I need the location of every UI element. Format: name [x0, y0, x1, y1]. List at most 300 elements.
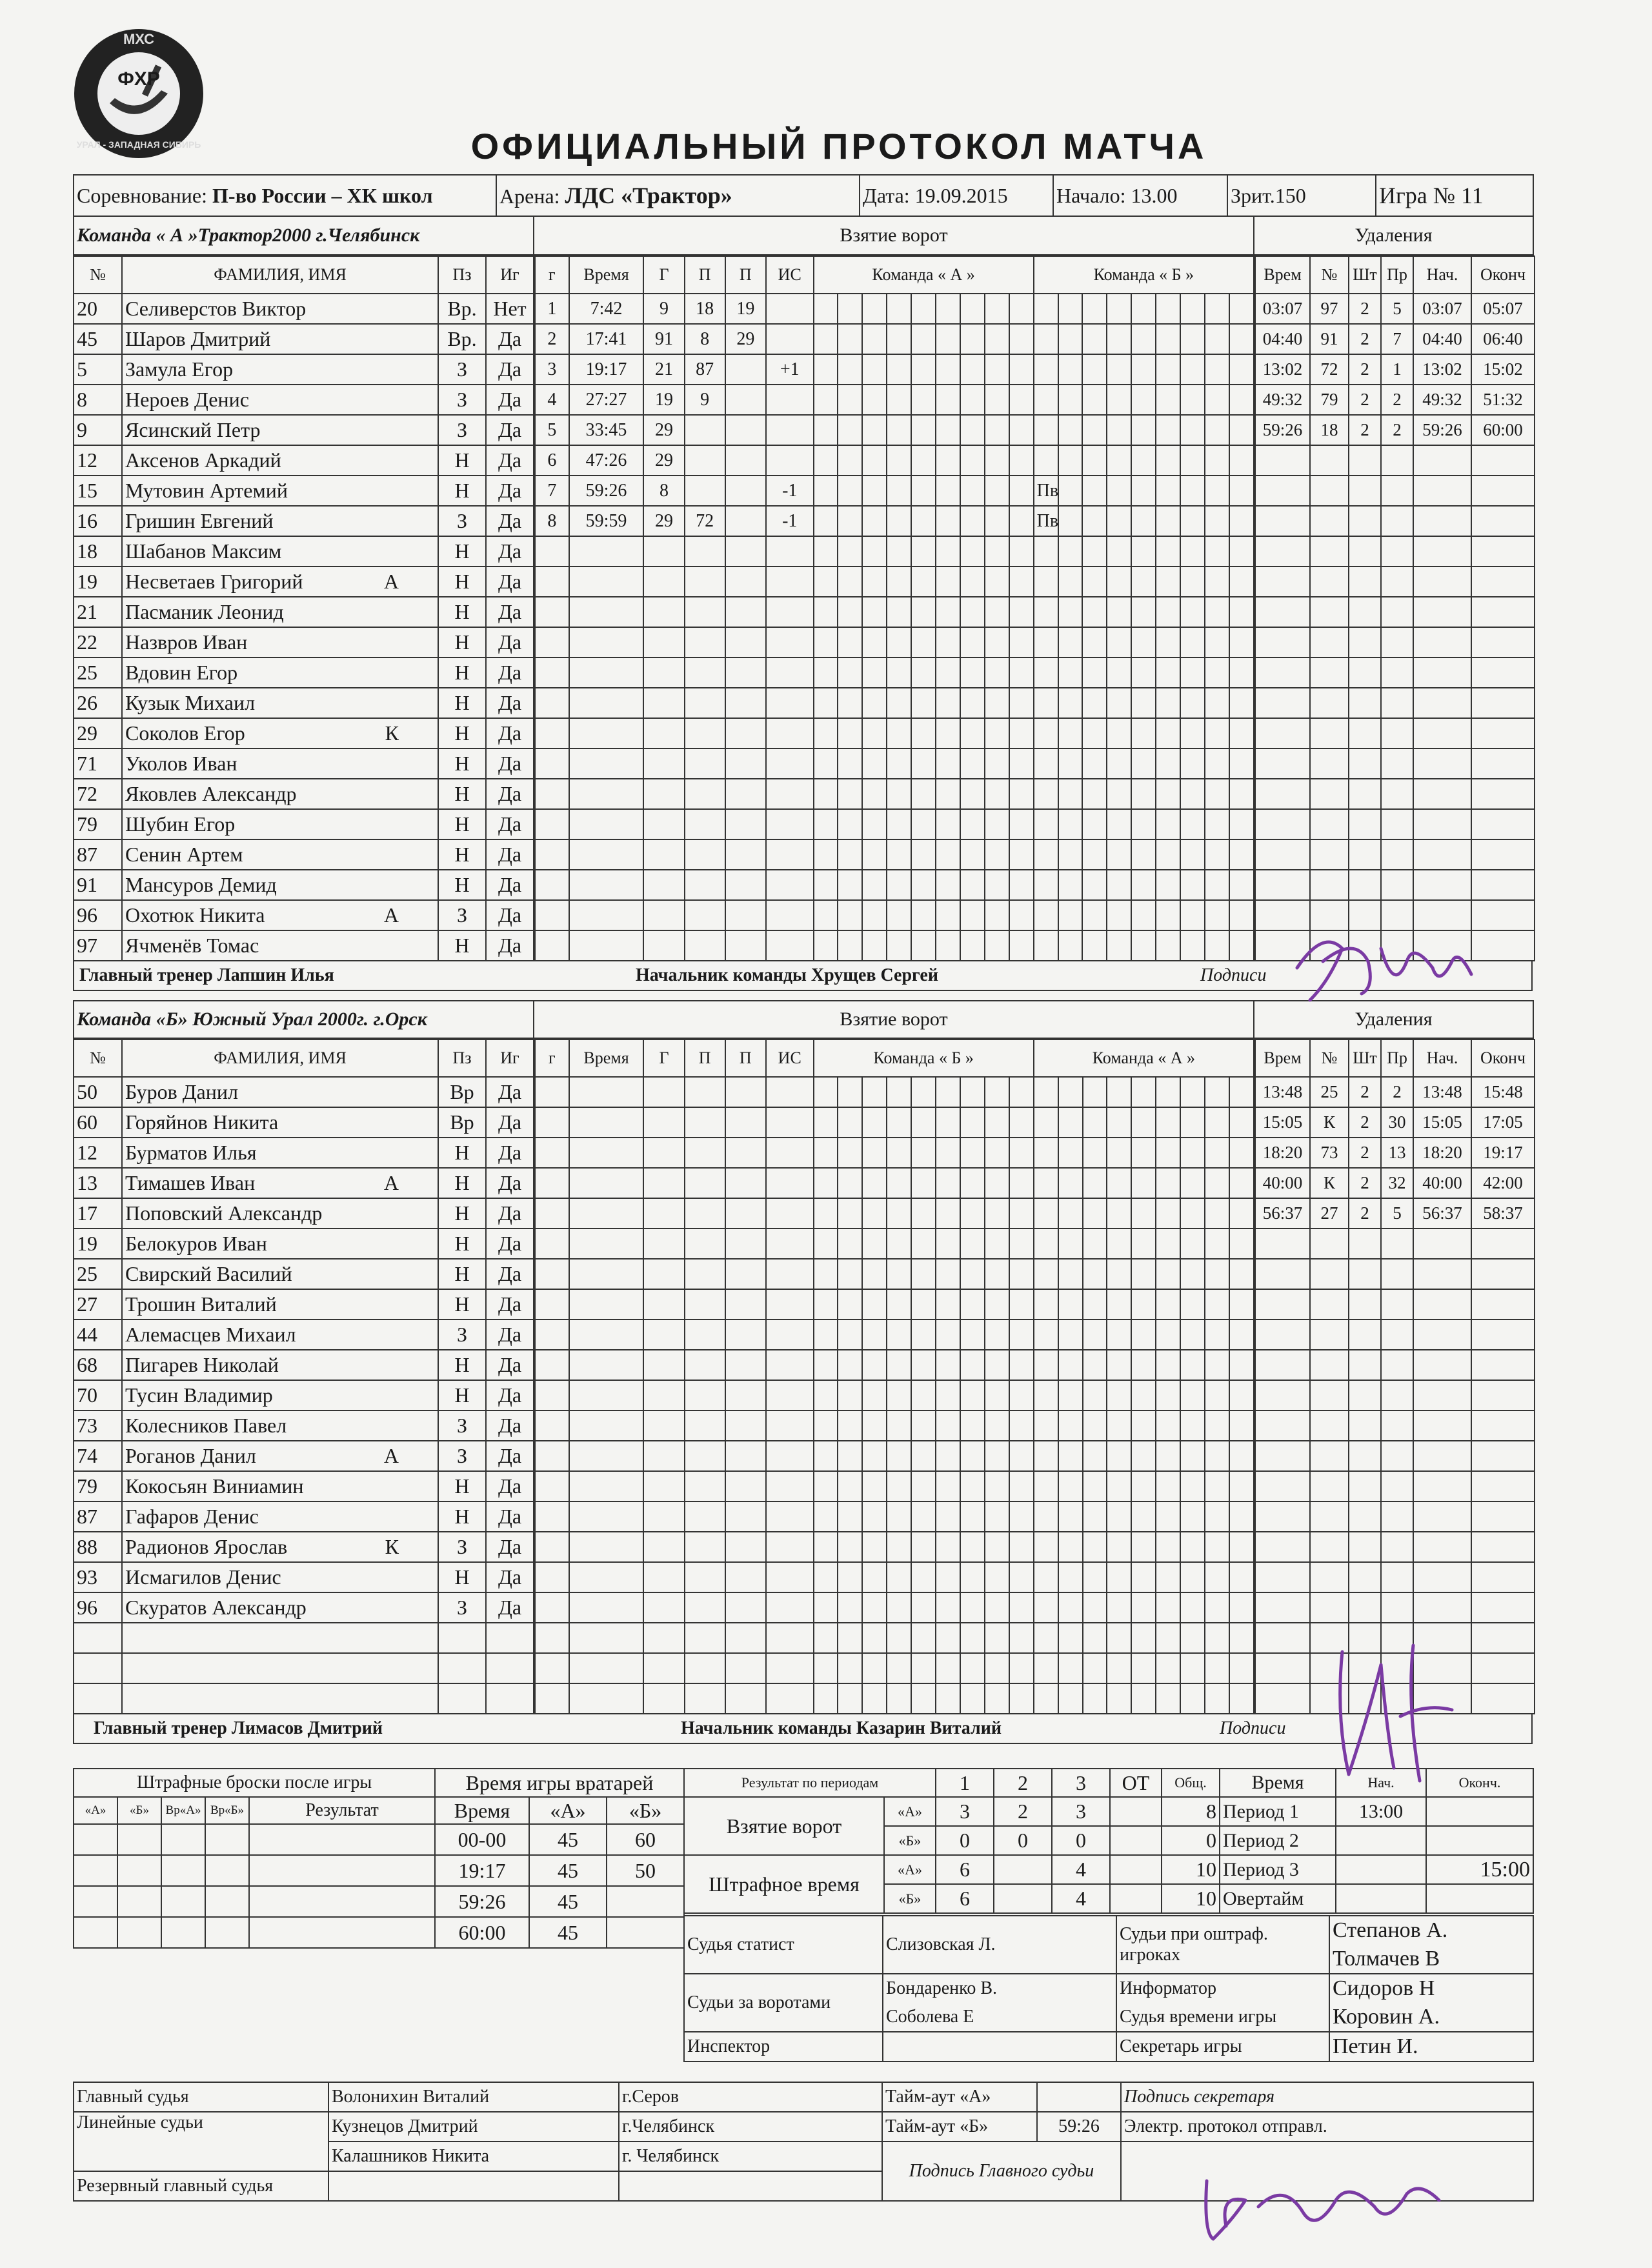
grid-cell: [911, 1471, 936, 1501]
grid-cell: [1205, 1198, 1229, 1229]
penalty-code: [1381, 779, 1413, 809]
player-position: З: [438, 1320, 486, 1350]
penalty-row: [1255, 1289, 1535, 1320]
player-played: Да: [486, 536, 534, 567]
goal-number: 2: [535, 324, 569, 354]
empty-cell: [74, 1623, 122, 1653]
grid-cell: [1205, 1623, 1229, 1653]
grid-cell: [1205, 476, 1229, 506]
player-number: 27: [74, 1289, 122, 1320]
goal-ic: +1: [766, 354, 814, 385]
grid-cell: [838, 1562, 862, 1592]
grid-cell: [1107, 1653, 1131, 1683]
penalty-time: [1255, 567, 1310, 597]
grid-cell: [1009, 536, 1034, 567]
grid-cell: [862, 1532, 887, 1562]
game-time-judge: Коровин А.: [1333, 2005, 1440, 2029]
penalty-code: [1381, 1320, 1413, 1350]
grid-cell: [1205, 1683, 1229, 1714]
penalty-time: [1255, 506, 1310, 536]
page-title: ОФИЦИАЛЬНЫЙ ПРОТОКОЛ МАТЧА: [470, 126, 1207, 166]
grid-cell: [1180, 1198, 1205, 1229]
player-played: Да: [486, 1198, 534, 1229]
player-position: Н: [438, 1471, 486, 1501]
grid-cell: [862, 324, 887, 354]
player-position: Н: [438, 1501, 486, 1532]
period-cell: [1110, 1855, 1162, 1884]
player-name: Свирский Василий: [125, 1262, 292, 1285]
player-row: [74, 506, 534, 536]
penalty-time: 04:40: [1255, 324, 1310, 354]
goal-type: [1034, 354, 1058, 385]
penalty-start: [1413, 1532, 1471, 1562]
grid-cell: [1205, 597, 1229, 627]
goal-row: [535, 1229, 1254, 1259]
grid-cell: [887, 1592, 911, 1623]
grid-cell: [1156, 1168, 1180, 1198]
grid-cell: [1180, 1289, 1205, 1320]
goal-ic: [766, 1259, 814, 1289]
penalty-minutes: [1349, 1380, 1381, 1410]
grid-cell: [960, 1077, 985, 1107]
grid-cell: [936, 657, 960, 688]
goal-assist-2: [725, 1350, 766, 1380]
grid-cell: [814, 809, 838, 839]
grid-cell: [862, 1077, 887, 1107]
goal-type: [1034, 1229, 1058, 1259]
grid-cell: [1009, 476, 1034, 506]
stat-judge: Слизовская Л.: [883, 1916, 1116, 1974]
player-number: 87: [74, 839, 122, 870]
grid-cell: [1131, 1380, 1156, 1410]
player-played: Да: [486, 839, 534, 870]
col-pen-time: Врем: [1255, 256, 1310, 294]
player-position: Н: [438, 779, 486, 809]
penalty-time: [1255, 870, 1310, 900]
player-played: Да: [486, 627, 534, 657]
penalty-player: [1310, 536, 1349, 567]
player-number: 29: [74, 718, 122, 748]
grid-cell: [1058, 567, 1083, 597]
grid-cell: [862, 839, 887, 870]
grid-cell: [1156, 1198, 1180, 1229]
col-pen-min: Шт: [1349, 256, 1381, 294]
penalty-code: [1381, 718, 1413, 748]
penalty-start: [1413, 1592, 1471, 1623]
goal-time: [569, 1653, 644, 1683]
grid-cell: [960, 1138, 985, 1168]
goal-row: [535, 627, 1254, 657]
grid-cell: [1205, 385, 1229, 415]
gk-row: 59:26: [435, 1886, 529, 1917]
goal-assist-2: [725, 597, 766, 627]
grid-cell: [936, 1471, 960, 1501]
grid-cell: [936, 748, 960, 779]
goal-row: [535, 536, 1254, 567]
grid-cell: [887, 385, 911, 415]
empty-cell: [74, 1653, 122, 1683]
player-row: [74, 688, 534, 718]
col-pen-start: Нач.: [1413, 256, 1471, 294]
grid-cell: [1058, 354, 1083, 385]
grid-cell: [911, 1138, 936, 1168]
grid-cell: [985, 567, 1009, 597]
player-number: 96: [74, 900, 122, 930]
period-cell: 4: [1052, 1884, 1110, 1913]
player-played: Да: [486, 1501, 534, 1532]
penalty-row: [1255, 1501, 1535, 1532]
grid-cell: [960, 930, 985, 961]
grid-cell: [1156, 627, 1180, 657]
grid-cell: [1082, 506, 1107, 536]
goal-assist-1: [685, 1592, 725, 1623]
gk-cell: 60: [607, 1824, 684, 1855]
grid-cell: [1058, 1320, 1083, 1350]
penalty-end: [1471, 930, 1535, 961]
grid-cell: [936, 1198, 960, 1229]
grid-cell: [1229, 1320, 1254, 1350]
goal-row: [535, 900, 1254, 930]
grid-cell: [1058, 1653, 1083, 1683]
goal-type: [1034, 1501, 1058, 1532]
grid-cell: [887, 809, 911, 839]
penalty-time: [1255, 748, 1310, 779]
grid-cell: [1180, 1107, 1205, 1138]
penalty-time: 40:00: [1255, 1168, 1310, 1198]
player-number: 68: [74, 1350, 122, 1380]
grid-cell: [936, 1168, 960, 1198]
grid-cell: [1131, 627, 1156, 657]
penalty-row: [1255, 324, 1535, 354]
player-number: 79: [74, 1471, 122, 1501]
grid-cell: [1083, 1168, 1107, 1198]
goal-assist-2: [725, 839, 766, 870]
grid-cell: [862, 1107, 887, 1138]
goal-time: [569, 930, 644, 961]
goal-assist-2: [725, 1168, 766, 1198]
penalty-start: 15:05: [1413, 1107, 1471, 1138]
team-b-signature-label: Подписи: [1220, 1718, 1286, 1738]
grid-cell: [1229, 1592, 1254, 1623]
goal-time: [569, 627, 644, 657]
grid-cell: [960, 1471, 985, 1501]
grid-cell: [814, 1562, 838, 1592]
col-team-a: Команда « А »: [814, 256, 1034, 294]
grid-cell: [1229, 1077, 1254, 1107]
grid-cell: [985, 294, 1009, 324]
grid-cell: [814, 1229, 838, 1259]
goal-time: [569, 657, 644, 688]
goal-assist-1: [685, 1320, 725, 1350]
player-played: Да: [486, 1441, 534, 1471]
grid-cell: [936, 1229, 960, 1259]
grid-cell: [1156, 1410, 1180, 1441]
penalty-start: [1413, 839, 1471, 870]
penalty-start: 13:02: [1413, 354, 1471, 385]
grid-cell: [1229, 1501, 1254, 1532]
period-label: Период 1: [1220, 1797, 1336, 1826]
grid-cell: [1009, 627, 1034, 657]
grid-cell: [936, 1623, 960, 1653]
goal-scorer: [643, 1623, 684, 1653]
goal-scorer: [643, 839, 684, 870]
grid-cell: [887, 1320, 911, 1350]
penalty-time: [1255, 1683, 1310, 1714]
grid-cell: [1058, 627, 1083, 657]
player-position: Вр.: [438, 324, 486, 354]
grid-cell: [887, 1168, 911, 1198]
grid-cell: [1156, 385, 1180, 415]
grid-cell: [1180, 870, 1205, 900]
penalty-player: [1310, 870, 1349, 900]
player-row: [74, 567, 534, 597]
goal-type: [1034, 597, 1058, 627]
grid-cell: [1058, 1623, 1083, 1653]
player-played: Да: [486, 1259, 534, 1289]
penalty-start: [1413, 1289, 1471, 1320]
grid-cell: [838, 476, 862, 506]
grid-cell: [814, 1683, 838, 1714]
empty-cell: [486, 1653, 534, 1683]
player-row: [74, 930, 534, 961]
player-played: Да: [486, 1410, 534, 1441]
penalty-row: [1255, 1350, 1535, 1380]
goal-scorer: [643, 1653, 684, 1683]
player-name-cell: [122, 627, 438, 657]
col-pos: Пз: [438, 256, 486, 294]
grid-cell: [1205, 1289, 1229, 1320]
grid-cell: [814, 1168, 838, 1198]
goal-number: [535, 1077, 569, 1107]
player-row: [74, 748, 534, 779]
goal-type: [1034, 870, 1058, 900]
grid-cell: [1180, 1350, 1205, 1380]
grid-cell: [1058, 718, 1083, 748]
player-name-cell: [122, 809, 438, 839]
grid-cell: [1009, 1471, 1034, 1501]
grid-cell: [985, 1107, 1009, 1138]
secretary-signature-label: Подпись секретаря: [1121, 2082, 1533, 2112]
grid-cell: [1180, 1653, 1205, 1683]
grid-cell: [1107, 415, 1131, 445]
grid-cell: [1083, 1653, 1107, 1683]
penalty-end: [1471, 1320, 1535, 1350]
grid-cell: [936, 1562, 960, 1592]
goal-ic: [766, 1471, 814, 1501]
grid-cell: [1107, 839, 1131, 870]
col-played: Иг: [486, 1039, 534, 1077]
grid-cell: [1009, 1562, 1034, 1592]
penalty-time: [1255, 839, 1310, 870]
grid-cell: [814, 1259, 838, 1289]
goal-ic: [766, 1501, 814, 1532]
grid-cell: [1058, 870, 1083, 900]
grid-cell: [960, 1653, 985, 1683]
goal-assist-2: [725, 870, 766, 900]
penalty-time: [1255, 809, 1310, 839]
player-played: Да: [486, 1471, 534, 1501]
col-goal-time: Время: [569, 1039, 644, 1077]
goal-assist-1: [685, 1198, 725, 1229]
penalty-code: 13: [1381, 1138, 1413, 1168]
grid-cell: [1180, 779, 1205, 809]
grid-cell: [1107, 1077, 1131, 1107]
goal-time: [569, 718, 644, 748]
grid-cell: [887, 445, 911, 476]
penalty-minutes: [1349, 1501, 1381, 1532]
penalty-start: [1413, 1562, 1471, 1592]
shootout-col-gk-b: Вр«Б»: [205, 1797, 249, 1824]
player-row: [74, 1532, 534, 1562]
player-row: [74, 870, 534, 900]
grid-cell: [1107, 536, 1131, 567]
penalty-end: [1471, 657, 1535, 688]
goal-time: [569, 900, 644, 930]
grid-cell: [1229, 1380, 1254, 1410]
goal-scorer: [643, 1168, 684, 1198]
grid-cell: [1058, 839, 1083, 870]
grid-cell: [1058, 688, 1083, 718]
grid-cell: [1180, 445, 1205, 476]
penalty-code: [1381, 567, 1413, 597]
grid-cell: [1009, 900, 1034, 930]
grid-cell: [985, 809, 1009, 839]
goal-type: [1034, 385, 1058, 415]
grid-cell: [1009, 506, 1034, 536]
goal-time: [569, 839, 644, 870]
player-number: 21: [74, 597, 122, 627]
player-name: Яковлев Александр: [125, 782, 297, 805]
goal-type: [1034, 1198, 1058, 1229]
grid-cell: [1058, 1592, 1083, 1623]
penalty-minutes: 2: [1349, 1168, 1381, 1198]
grid-cell: [960, 1623, 985, 1653]
goal-scorer: [643, 1198, 684, 1229]
player-name: Колесников Павел: [125, 1414, 287, 1437]
grid-cell: [814, 415, 838, 445]
grid-cell: [1180, 536, 1205, 567]
goal-number: [535, 1501, 569, 1532]
penalty-time: [1255, 1410, 1310, 1441]
goal-number: [535, 1229, 569, 1259]
player-number: 44: [74, 1320, 122, 1350]
player-row: [74, 1320, 534, 1350]
penalty-code: 2: [1381, 415, 1413, 445]
player-played: Да: [486, 1289, 534, 1320]
grid-cell: [1083, 1471, 1107, 1501]
grid-cell: [1107, 1562, 1131, 1592]
penalty-end: [1471, 536, 1535, 567]
penalty-time: 18:20: [1255, 1138, 1310, 1168]
penalty-player: [1310, 657, 1349, 688]
penalty-minutes: [1349, 1441, 1381, 1471]
goal-ic: [766, 930, 814, 961]
grid-cell: [1107, 567, 1131, 597]
grid-cell: [1058, 1441, 1083, 1471]
grid-cell: [985, 1471, 1009, 1501]
grid-cell: [887, 839, 911, 870]
goal-assist-1: [685, 1441, 725, 1471]
goal-row: [535, 1380, 1254, 1410]
goal-time: [569, 1410, 644, 1441]
grid-cell: [1009, 415, 1034, 445]
period-cell: 3: [936, 1797, 994, 1826]
goal-scorer: [643, 597, 684, 627]
grid-cell: [1156, 839, 1180, 870]
player-row: [74, 1592, 534, 1623]
goal-number: [535, 930, 569, 961]
penalty-time: [1255, 1259, 1310, 1289]
goal-type: [1034, 1320, 1058, 1350]
goal-scorer: [643, 1077, 684, 1107]
penalty-minutes: [1349, 1410, 1381, 1441]
player-number: 15: [74, 476, 122, 506]
player-number: 45: [74, 324, 122, 354]
penalty-end: [1471, 1229, 1535, 1259]
grid-cell: [985, 1623, 1009, 1653]
grid-cell: [1205, 1532, 1229, 1562]
player-name: Скуратов Александр: [125, 1596, 307, 1619]
player-position: Н: [438, 536, 486, 567]
goal-row: [535, 779, 1254, 809]
player-number: 17: [74, 1198, 122, 1229]
grid-cell: [960, 1168, 985, 1198]
grid-cell: [1058, 1198, 1083, 1229]
grid-cell: [1229, 1350, 1254, 1380]
player-row: [74, 294, 534, 324]
goal-assist-1: [685, 1532, 725, 1562]
grid-cell: [1009, 1138, 1034, 1168]
penalty-minutes: 2: [1349, 294, 1381, 324]
goal-assist-2: [725, 1592, 766, 1623]
grid-cell: [911, 1077, 936, 1107]
grid-cell: [1009, 718, 1034, 748]
goal-type: [1034, 324, 1058, 354]
goal-time: 7:42: [569, 294, 644, 324]
period-col: 3: [1052, 1769, 1110, 1797]
match-date: Дата: 19.09.2015: [860, 175, 1053, 216]
grid-cell: [911, 627, 936, 657]
period-cell: 0: [1052, 1826, 1110, 1855]
grid-cell: [887, 476, 911, 506]
player-name-cell: [122, 1380, 438, 1410]
grid-cell: [985, 476, 1009, 506]
penalty-row: [1255, 779, 1535, 809]
grid-cell: [1156, 506, 1180, 536]
grid-cell: [911, 567, 936, 597]
grid-cell: [985, 1562, 1009, 1592]
penalty-time: 59:26: [1255, 415, 1310, 445]
goal-time: [569, 779, 644, 809]
goal-number: [535, 1592, 569, 1623]
player-number: 93: [74, 1562, 122, 1592]
grid-cell: [936, 445, 960, 476]
goal-scorer: [643, 1289, 684, 1320]
grid-cell: [985, 779, 1009, 809]
goal-assist-2: 29: [725, 324, 766, 354]
grid-cell: [1009, 809, 1034, 839]
period-cell: [1110, 1797, 1162, 1826]
penalty-time: [1255, 1562, 1310, 1592]
goal-number: [535, 1623, 569, 1653]
logo-top-text: МХС: [123, 31, 155, 47]
grid-cell: [1180, 1380, 1205, 1410]
penalty-end: [1471, 1441, 1535, 1471]
grid-cell: [960, 1592, 985, 1623]
grid-cell: [1205, 657, 1229, 688]
player-name-cell: [122, 385, 438, 415]
player-name-cell: [122, 1441, 438, 1471]
